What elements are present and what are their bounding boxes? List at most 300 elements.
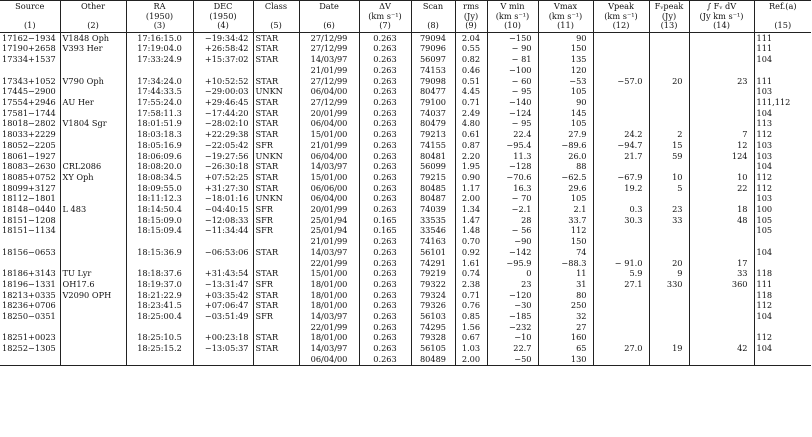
cell-integrated-flux bbox=[689, 247, 754, 258]
cell-dec: +31:27:30 bbox=[193, 183, 253, 194]
cell-velocity-resolution: 0.165 bbox=[359, 225, 411, 236]
cell-vpeak: 21.7 bbox=[593, 151, 649, 162]
cell-velocity-resolution: 0.263 bbox=[359, 76, 411, 87]
cell-vmax: 2.1 bbox=[538, 204, 593, 215]
cell-ra: 18:05:16.9 bbox=[126, 140, 193, 151]
cell-ra: 18:09:55.0 bbox=[126, 183, 193, 194]
cell-dec: +26:58:42 bbox=[193, 43, 253, 54]
cell-vmax: 65 bbox=[538, 343, 593, 354]
cell-vmin: −232 bbox=[487, 322, 538, 333]
cell-date: 22/01/99 bbox=[299, 258, 359, 269]
cell-vmax: 32 bbox=[538, 311, 593, 322]
cell-scan: 80487 bbox=[411, 193, 455, 204]
cell-integrated-flux bbox=[689, 300, 754, 311]
cell-velocity-resolution: 0.263 bbox=[359, 129, 411, 140]
cell-vpeak bbox=[593, 322, 649, 333]
cell-vmin: −95.9 bbox=[487, 258, 538, 269]
cell-class bbox=[253, 354, 299, 365]
cell-vmax: 120 bbox=[538, 65, 593, 76]
cell-vpeak: 24.2 bbox=[593, 129, 649, 140]
cell-rms: 1.48 bbox=[455, 225, 487, 236]
cell-class: SFR bbox=[253, 279, 299, 290]
cell-date: 22/01/99 bbox=[299, 322, 359, 333]
cell-source: 18052−2205 bbox=[0, 140, 60, 151]
cell-class: STAR bbox=[253, 290, 299, 301]
table-row bbox=[0, 151, 811, 162]
cell-ra: 18:08:34.5 bbox=[126, 172, 193, 183]
cell-scan: 56099 bbox=[411, 161, 455, 172]
cell-ra bbox=[126, 258, 193, 269]
cell-vpeak bbox=[593, 161, 649, 172]
table-row bbox=[0, 54, 811, 65]
cell-vmin: −142 bbox=[487, 247, 538, 258]
cell-rms: 0.90 bbox=[455, 172, 487, 183]
cell-date: 18/01/00 bbox=[299, 332, 359, 343]
cell-vpeak bbox=[593, 86, 649, 97]
cell-other-name: AU Her bbox=[60, 97, 126, 108]
cell-integrated-flux: 12 bbox=[689, 140, 754, 151]
cell-class: STAR bbox=[253, 129, 299, 140]
cell-source: 18148−0440 bbox=[0, 204, 60, 215]
cell-scan: 56105 bbox=[411, 343, 455, 354]
cell-vmax: −89.6 bbox=[538, 140, 593, 151]
column-number: (2) bbox=[60, 21, 126, 32]
cell-vpeak bbox=[593, 43, 649, 54]
cell-rms: 4.45 bbox=[455, 86, 487, 97]
header-vmin-unit: (km s⁻¹) bbox=[487, 12, 538, 22]
cell-ra: 18:15:36.9 bbox=[126, 247, 193, 258]
cell-source: 17445−2900 bbox=[0, 86, 60, 97]
cell-vmax: 150 bbox=[538, 236, 593, 247]
cell-vmax: 90 bbox=[538, 97, 593, 108]
cell-ra: 17:34:24.0 bbox=[126, 76, 193, 87]
cell-other-name bbox=[60, 129, 126, 140]
cell-fpeak: 2 bbox=[649, 129, 689, 140]
table-row bbox=[0, 161, 811, 172]
cell-vpeak bbox=[593, 311, 649, 322]
cell-scan: 56103 bbox=[411, 311, 455, 322]
cell-vmax: 130 bbox=[538, 354, 593, 365]
column-number-row bbox=[0, 21, 811, 32]
cell-reference: 111 bbox=[756, 43, 773, 54]
cell-class: SFR bbox=[253, 204, 299, 215]
cell-vmax: 29.6 bbox=[538, 183, 593, 194]
cell-rms: 0.71 bbox=[455, 290, 487, 301]
table-row bbox=[0, 343, 811, 354]
cell-fpeak bbox=[649, 43, 689, 54]
cell-date: 14/03/97 bbox=[299, 161, 359, 172]
cell-ra: 17:58:11.3 bbox=[126, 108, 193, 119]
cell-velocity-resolution: 0.263 bbox=[359, 236, 411, 247]
cell-scan: 79219 bbox=[411, 268, 455, 279]
cell-scan: 74037 bbox=[411, 108, 455, 119]
cell-velocity-resolution: 0.263 bbox=[359, 65, 411, 76]
cell-vpeak bbox=[593, 300, 649, 311]
cell-date: 18/01/00 bbox=[299, 279, 359, 290]
cell-vmax: 80 bbox=[538, 290, 593, 301]
cell-rms: 2.20 bbox=[455, 151, 487, 162]
cell-reference bbox=[754, 258, 811, 269]
cell-rms: 0.85 bbox=[455, 311, 487, 322]
table-row bbox=[0, 236, 811, 247]
header-vmax-unit: (km s⁻¹) bbox=[538, 12, 593, 22]
cell-ra: 18:21:22.9 bbox=[126, 290, 193, 301]
cell-date: 20/01/99 bbox=[299, 108, 359, 119]
cell-fpeak bbox=[649, 247, 689, 258]
cell-class: STAR bbox=[253, 161, 299, 172]
cell-vmax: 250 bbox=[538, 300, 593, 311]
header-ra: RA bbox=[126, 1, 193, 12]
cell-reference: 103 bbox=[756, 86, 773, 97]
cell-ra: 18:08:20.0 bbox=[126, 161, 193, 172]
table-row bbox=[0, 290, 811, 301]
cell-class: STAR bbox=[253, 172, 299, 183]
cell-ra: 18:23:41.5 bbox=[126, 300, 193, 311]
cell-vmax: 105 bbox=[538, 86, 593, 97]
cell-reference: 104 bbox=[756, 343, 773, 354]
cell-source: 18085+0752 bbox=[0, 172, 60, 183]
cell-other-name bbox=[60, 258, 126, 269]
cell-other-name bbox=[60, 322, 126, 333]
cell-dec bbox=[193, 354, 253, 365]
cell-class: STAR bbox=[253, 108, 299, 119]
table-row bbox=[0, 268, 811, 279]
cell-scan: 79098 bbox=[411, 76, 455, 87]
cell-date: 25/01/94 bbox=[299, 215, 359, 226]
cell-scan: 74291 bbox=[411, 258, 455, 269]
header-dec: DEC bbox=[193, 1, 253, 12]
cell-ra: 18:19:37.0 bbox=[126, 279, 193, 290]
cell-dec bbox=[193, 258, 253, 269]
cell-source bbox=[0, 65, 60, 76]
cell-scan: 56097 bbox=[411, 54, 455, 65]
header-vpeak: Vpeak bbox=[593, 1, 649, 12]
cell-velocity-resolution: 0.263 bbox=[359, 268, 411, 279]
cell-ra: 18:11:12.3 bbox=[126, 193, 193, 204]
cell-class: STAR bbox=[253, 268, 299, 279]
cell-date: 15/01/00 bbox=[299, 172, 359, 183]
cell-vpeak bbox=[593, 332, 649, 343]
cell-scan: 79094 bbox=[411, 32, 455, 43]
header-vmax: Vmax bbox=[538, 1, 593, 12]
cell-vmin: 22.4 bbox=[487, 129, 538, 140]
cell-vmax: 105 bbox=[538, 193, 593, 204]
cell-scan: 79328 bbox=[411, 332, 455, 343]
cell-rms: 0.76 bbox=[455, 300, 487, 311]
cell-date: 27/12/99 bbox=[299, 76, 359, 87]
table-row bbox=[0, 32, 811, 43]
cell-velocity-resolution: 0.263 bbox=[359, 343, 411, 354]
cell-other-name bbox=[60, 354, 126, 365]
cell-source: 17343+1052 bbox=[0, 76, 60, 87]
cell-vmin: −2.1 bbox=[487, 204, 538, 215]
cell-vpeak bbox=[593, 97, 649, 108]
cell-other-name bbox=[60, 151, 126, 162]
cell-fpeak: 9 bbox=[649, 268, 689, 279]
cell-scan: 79100 bbox=[411, 97, 455, 108]
cell-rms: 0.46 bbox=[455, 65, 487, 76]
cell-integrated-flux: 18 bbox=[689, 204, 754, 215]
table-row bbox=[0, 183, 811, 194]
cell-ra: 17:44:33.5 bbox=[126, 86, 193, 97]
cell-fpeak: 59 bbox=[649, 151, 689, 162]
cell-ra bbox=[126, 354, 193, 365]
cell-reference: 104 bbox=[756, 311, 773, 322]
column-number: (3) bbox=[126, 21, 193, 32]
cell-source: 17581−1744 bbox=[0, 108, 60, 119]
cell-rms: 1.47 bbox=[455, 215, 487, 226]
cell-velocity-resolution: 0.263 bbox=[359, 290, 411, 301]
cell-dec: +22:29:38 bbox=[193, 129, 253, 140]
cell-dec: −17:44:20 bbox=[193, 108, 253, 119]
cell-source: 18156−0653 bbox=[0, 247, 60, 258]
cell-rms: 1.17 bbox=[455, 183, 487, 194]
header-other: Other bbox=[60, 1, 126, 12]
cell-date: 25/01/94 bbox=[299, 225, 359, 236]
cell-source: 17334+1537 bbox=[0, 54, 60, 65]
cell-source: 18018−2802 bbox=[0, 118, 60, 129]
cell-rms: 1.03 bbox=[455, 343, 487, 354]
cell-scan: 80479 bbox=[411, 118, 455, 129]
cell-scan: 33546 bbox=[411, 225, 455, 236]
cell-scan: 33535 bbox=[411, 215, 455, 226]
header-ref: Ref.(a) bbox=[754, 1, 811, 12]
cell-dec: −12:08:33 bbox=[193, 215, 253, 226]
cell-rms: 0.51 bbox=[455, 76, 487, 87]
cell-other-name: XY Oph bbox=[60, 172, 126, 183]
cell-class: STAR bbox=[253, 332, 299, 343]
table-row bbox=[0, 140, 811, 151]
cell-integrated-flux bbox=[689, 290, 754, 301]
cell-integrated-flux bbox=[689, 225, 754, 236]
cell-other-name bbox=[60, 215, 126, 226]
cell-date: 18/01/00 bbox=[299, 290, 359, 301]
cell-source: 18112−1801 bbox=[0, 193, 60, 204]
cell-fpeak: 20 bbox=[649, 76, 689, 87]
cell-rms: 2.00 bbox=[455, 354, 487, 365]
cell-rms: 0.55 bbox=[455, 43, 487, 54]
cell-source: 17554+2946 bbox=[0, 97, 60, 108]
cell-reference: 111,112 bbox=[756, 97, 791, 107]
cell-class bbox=[253, 236, 299, 247]
cell-vmin: − 70 bbox=[487, 193, 538, 204]
cell-velocity-resolution: 0.263 bbox=[359, 300, 411, 311]
column-number: (12) bbox=[593, 21, 649, 32]
cell-dec bbox=[193, 65, 253, 76]
cell-rms: 1.95 bbox=[455, 161, 487, 172]
cell-vmin: 0 bbox=[487, 268, 538, 279]
cell-integrated-flux bbox=[689, 236, 754, 247]
cell-vmax: 135 bbox=[538, 54, 593, 65]
cell-integrated-flux bbox=[689, 108, 754, 119]
cell-source: 18251+0023 bbox=[0, 332, 60, 343]
cell-integrated-flux: 7 bbox=[689, 129, 754, 140]
table-row bbox=[0, 97, 811, 108]
cell-source: 17162−1934 bbox=[0, 32, 60, 43]
column-number: (15) bbox=[754, 21, 811, 32]
cell-vmax: 74 bbox=[538, 247, 593, 258]
cell-reference: 112 bbox=[756, 129, 773, 140]
cell-fpeak bbox=[649, 236, 689, 247]
cell-date: 27/12/99 bbox=[299, 32, 359, 43]
cell-dec: +03:35:42 bbox=[193, 290, 253, 301]
cell-scan: 80489 bbox=[411, 354, 455, 365]
cell-reference: 118 bbox=[756, 289, 773, 300]
cell-date: 21/01/99 bbox=[299, 140, 359, 151]
cell-class: STAR bbox=[253, 54, 299, 65]
cell-date: 27/12/99 bbox=[299, 43, 359, 54]
cell-vmin: −70.6 bbox=[487, 172, 538, 183]
cell-class: UNKN bbox=[253, 86, 299, 97]
cell-date: 14/03/97 bbox=[299, 247, 359, 258]
cell-vmax: 160 bbox=[538, 332, 593, 343]
cell-source: 18083−2630 bbox=[0, 161, 60, 172]
cell-reference: 111 bbox=[756, 278, 773, 289]
cell-vpeak: 5.9 bbox=[593, 268, 649, 279]
cell-vpeak: −67.9 bbox=[593, 172, 649, 183]
cell-class: STAR bbox=[253, 300, 299, 311]
header-vpeak-unit: (km s⁻¹) bbox=[593, 12, 649, 22]
column-number: (9) bbox=[455, 21, 487, 32]
cell-scan: 74039 bbox=[411, 204, 455, 215]
header-vmin: V min bbox=[487, 1, 538, 12]
cell-rms: 0.71 bbox=[455, 97, 487, 108]
cell-reference bbox=[754, 65, 811, 76]
cell-source: 18236+0706 bbox=[0, 300, 60, 311]
cell-rms: 2.00 bbox=[455, 193, 487, 204]
cell-velocity-resolution: 0.263 bbox=[359, 172, 411, 183]
header-rms: rms bbox=[455, 1, 487, 12]
cell-vpeak bbox=[593, 354, 649, 365]
cell-date: 06/04/00 bbox=[299, 193, 359, 204]
cell-vmax: 150 bbox=[538, 43, 593, 54]
cell-velocity-resolution: 0.263 bbox=[359, 86, 411, 97]
cell-integrated-flux bbox=[689, 43, 754, 54]
cell-fpeak bbox=[649, 311, 689, 322]
cell-velocity-resolution: 0.263 bbox=[359, 204, 411, 215]
cell-fpeak bbox=[649, 332, 689, 343]
table-row bbox=[0, 225, 811, 236]
cell-vmin: −185 bbox=[487, 311, 538, 322]
header-date: Date bbox=[299, 1, 359, 12]
cell-vmax: 27.9 bbox=[538, 129, 593, 140]
cell-ra: 18:15:09.0 bbox=[126, 215, 193, 226]
cell-velocity-resolution: 0.263 bbox=[359, 151, 411, 162]
column-number: (8) bbox=[411, 21, 455, 32]
cell-class: SFR bbox=[253, 311, 299, 322]
cell-other-name bbox=[60, 86, 126, 97]
cell-other-name: L 483 bbox=[60, 204, 126, 215]
header-fpeak-unit: (Jy) bbox=[649, 12, 689, 22]
cell-other-name bbox=[60, 311, 126, 322]
cell-velocity-resolution: 0.263 bbox=[359, 140, 411, 151]
table-row bbox=[0, 65, 811, 76]
cell-dec bbox=[193, 322, 253, 333]
header-dv: ΔV bbox=[359, 1, 411, 12]
cell-rms: 0.82 bbox=[455, 54, 487, 65]
cell-vmax: 145 bbox=[538, 108, 593, 119]
cell-source: 18196−1331 bbox=[0, 279, 60, 290]
cell-class bbox=[253, 258, 299, 269]
cell-class: STAR bbox=[253, 183, 299, 194]
cell-vmin: −90 bbox=[487, 236, 538, 247]
cell-vmax: 105 bbox=[538, 118, 593, 129]
cell-vmin: 16.3 bbox=[487, 183, 538, 194]
cell-integrated-flux bbox=[689, 118, 754, 129]
table-row bbox=[0, 247, 811, 258]
cell-rms: 0.87 bbox=[455, 140, 487, 151]
cell-other-name: V1848 Oph bbox=[60, 32, 126, 43]
cell-vpeak bbox=[593, 225, 649, 236]
cell-rms: 0.67 bbox=[455, 332, 487, 343]
cell-other-name bbox=[60, 332, 126, 343]
column-number: (7) bbox=[359, 21, 411, 32]
cell-dec: −13:05:37 bbox=[193, 343, 253, 354]
cell-vmin: − 95 bbox=[487, 118, 538, 129]
cell-fpeak bbox=[649, 300, 689, 311]
cell-ra bbox=[126, 322, 193, 333]
cell-other-name bbox=[60, 183, 126, 194]
cell-other-name bbox=[60, 236, 126, 247]
cell-fpeak bbox=[649, 193, 689, 204]
cell-vmin: − 90 bbox=[487, 43, 538, 54]
header-class: Class bbox=[253, 1, 299, 12]
cell-date: 14/03/97 bbox=[299, 343, 359, 354]
cell-vmin: 11.3 bbox=[487, 151, 538, 162]
cell-scan: 79324 bbox=[411, 290, 455, 301]
cell-vpeak bbox=[593, 118, 649, 129]
cell-date: 21/01/99 bbox=[299, 65, 359, 76]
cell-integrated-flux bbox=[689, 32, 754, 43]
cell-class: SFR bbox=[253, 215, 299, 226]
cell-rms: 2.04 bbox=[455, 32, 487, 43]
cell-fpeak bbox=[649, 118, 689, 129]
cell-rms: 0.61 bbox=[455, 129, 487, 140]
cell-dec: +29:46:45 bbox=[193, 97, 253, 108]
table-row bbox=[0, 300, 811, 311]
cell-dec: +15:37:02 bbox=[193, 54, 253, 65]
cell-rms: 1.56 bbox=[455, 322, 487, 333]
cell-velocity-resolution: 0.263 bbox=[359, 354, 411, 365]
cell-vpeak bbox=[593, 54, 649, 65]
cell-other-name: V2090 OPH bbox=[60, 290, 126, 301]
cell-integrated-flux: 17 bbox=[689, 258, 754, 269]
cell-other-name bbox=[60, 343, 126, 354]
cell-ra: 18:25:10.5 bbox=[126, 332, 193, 343]
cell-vmin: −50 bbox=[487, 354, 538, 365]
cell-rms: 0.70 bbox=[455, 236, 487, 247]
cell-integrated-flux: 42 bbox=[689, 343, 754, 354]
cell-source: 18033+2229 bbox=[0, 129, 60, 140]
cell-velocity-resolution: 0.263 bbox=[359, 279, 411, 290]
cell-ra: 18:03:18.3 bbox=[126, 129, 193, 140]
cell-dec: −11:34:44 bbox=[193, 225, 253, 236]
table-row bbox=[0, 172, 811, 183]
cell-vpeak: 27.1 bbox=[593, 279, 649, 290]
cell-vmin: − 81 bbox=[487, 54, 538, 65]
cell-vpeak bbox=[593, 247, 649, 258]
cell-scan: 79326 bbox=[411, 300, 455, 311]
column-number: (11) bbox=[538, 21, 593, 32]
cell-source: 18061−1927 bbox=[0, 151, 60, 162]
table-body bbox=[0, 32, 811, 365]
cell-source: 18186+3143 bbox=[0, 268, 60, 279]
table-row bbox=[0, 204, 811, 215]
cell-dec: −22:05:42 bbox=[193, 140, 253, 151]
cell-vpeak bbox=[593, 32, 649, 43]
cell-date: 06/06/00 bbox=[299, 183, 359, 194]
header-source: Source bbox=[0, 1, 60, 12]
